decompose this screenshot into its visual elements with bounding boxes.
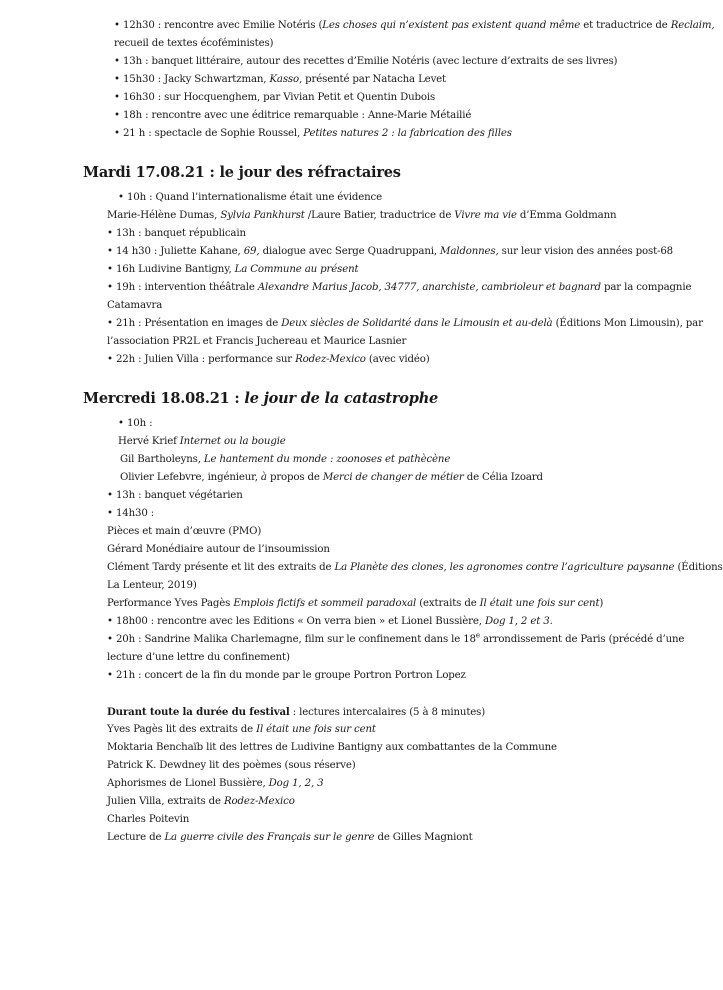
program-line: Olivier Lefebvre, ingénieur, à propos de Merci de changer de métier de Célia Izoard xyxy=(120,472,543,483)
program-line: La Lenteur, 2019) xyxy=(107,580,197,591)
program-line: • 14h30 : xyxy=(107,508,155,519)
program-line: l’association PR2L et Francis Juchereau et Maurice Lasnier xyxy=(107,336,407,347)
day-heading-wednesday: Mercredi 18.08.21 : le jour de la catastrophe xyxy=(83,390,439,407)
program-line: Gil Bartholeyns, Le hantement du monde : zoonoses et pathècène xyxy=(120,454,451,465)
program-line: • 16h30 : sur Hocquenghem, par Vivian Petit et Quentin Dubois xyxy=(114,92,436,103)
program-line: • 18h : rencontre avec une éditrice remarquable : Anne-Marie Métailié xyxy=(114,110,472,121)
program-line: • 15h30 : Jacky Schwartzman, Kasso, présenté par Natacha Levet xyxy=(114,74,446,85)
reading-line: Aphorismes de Lionel Bussière, Dog 1, 2, 3 xyxy=(107,778,324,789)
program-line: lecture d’une lettre du confinement) xyxy=(107,652,290,663)
festival-intro: Durant toute la durée du festival : lectures intercalaires (5 à 8 minutes) xyxy=(107,706,486,718)
program-line: Performance Yves Pagès Emplois fictifs et sommeil paradoxal (extraits de Il était une fois sur cent) xyxy=(107,598,604,609)
program-line: recueil de textes écoféministes) xyxy=(114,38,274,49)
day-heading-tuesday: Mardi 17.08.21 : le jour des réfractaires xyxy=(83,164,401,181)
program-line: • 20h : Sandrine Malika Charlemagne, film sur le confinement dans le 18e arrondissement de Paris (précédé d’une xyxy=(107,631,685,645)
program-line: • 14 h30 : Juliette Kahane, 69, dialogue avec Serge Quadruppani, Maldonnes, sur leur vision des années post-68 xyxy=(107,246,673,257)
program-line: • 10h : Quand l’internationalisme était une évidence xyxy=(118,192,382,203)
reading-line: Moktaria Benchaïb lit des lettres de Ludivine Bantigny aux combattantes de la Commune xyxy=(107,742,557,753)
reading-line: Lecture de La guerre civile des Français sur le genre de Gilles Magniont xyxy=(107,832,473,843)
program-line: • 21 h : spectacle de Sophie Roussel, Petites natures 2 : la fabrication des filles xyxy=(114,128,512,139)
reading-line: Yves Pagès lit des extraits de Il était une fois sur cent xyxy=(107,724,376,735)
program-line: • 13h : banquet républicain xyxy=(107,228,246,239)
reading-line: Charles Poitevin xyxy=(107,814,190,825)
program-line: • 18h00 : rencontre avec les Editions « On verra bien » et Lionel Bussière, Dog 1, 2 et 3. xyxy=(107,616,553,627)
program-line: • 13h : banquet littéraire, autour des recettes d’Emilie Notéris (avec lecture d’extraits de ses livres) xyxy=(114,56,618,67)
program-line: Marie-Hélène Dumas, Sylvia Pankhurst /Laure Batier, traductrice de Vivre ma vie d’Emma Goldmann xyxy=(107,210,617,221)
program-line: • 19h : intervention théâtrale Alexandre Marius Jacob, 34777, anarchiste, cambrioleur et bagnard par la compagnie xyxy=(107,282,692,293)
program-line: Hervé Krief Internet ou la bougie xyxy=(118,436,286,447)
program-line: Pièces et main d’œuvre (PMO) xyxy=(107,526,262,537)
program-line: • 21h : Présentation en images de Deux siècles de Solidarité dans le Limousin et au-delà (Éditions Mon Limousin), par xyxy=(107,318,703,329)
program-line: • 10h : xyxy=(118,418,153,429)
program-line: Catamavra xyxy=(107,300,163,311)
reading-line: Patrick K. Dewdney lit des poèmes (sous réserve) xyxy=(107,760,356,771)
program-line: • 12h30 : rencontre avec Emilie Notéris (Les choses qui n’existent pas existent quand même et traductrice de Reclaim, xyxy=(114,20,715,31)
reading-line: Julien Villa, extraits de Rodez-Mexico xyxy=(107,796,295,807)
program-line: • 22h : Julien Villa : performance sur Rodez-Mexico (avec vidéo) xyxy=(107,354,430,365)
program-line: Gérard Monédiaire autour de l’insoumission xyxy=(107,544,330,555)
program-line: Clément Tardy présente et lit des extraits de La Planète des clones, les agronomes contre l’agriculture paysanne (Éditions xyxy=(107,562,723,573)
program-line: • 13h : banquet végétarien xyxy=(107,490,243,501)
program-line: • 21h : concert de la fin du monde par le groupe Portron Portron Lopez xyxy=(107,670,466,681)
program-line: • 16h Ludivine Bantigny, La Commune au présent xyxy=(107,264,359,275)
